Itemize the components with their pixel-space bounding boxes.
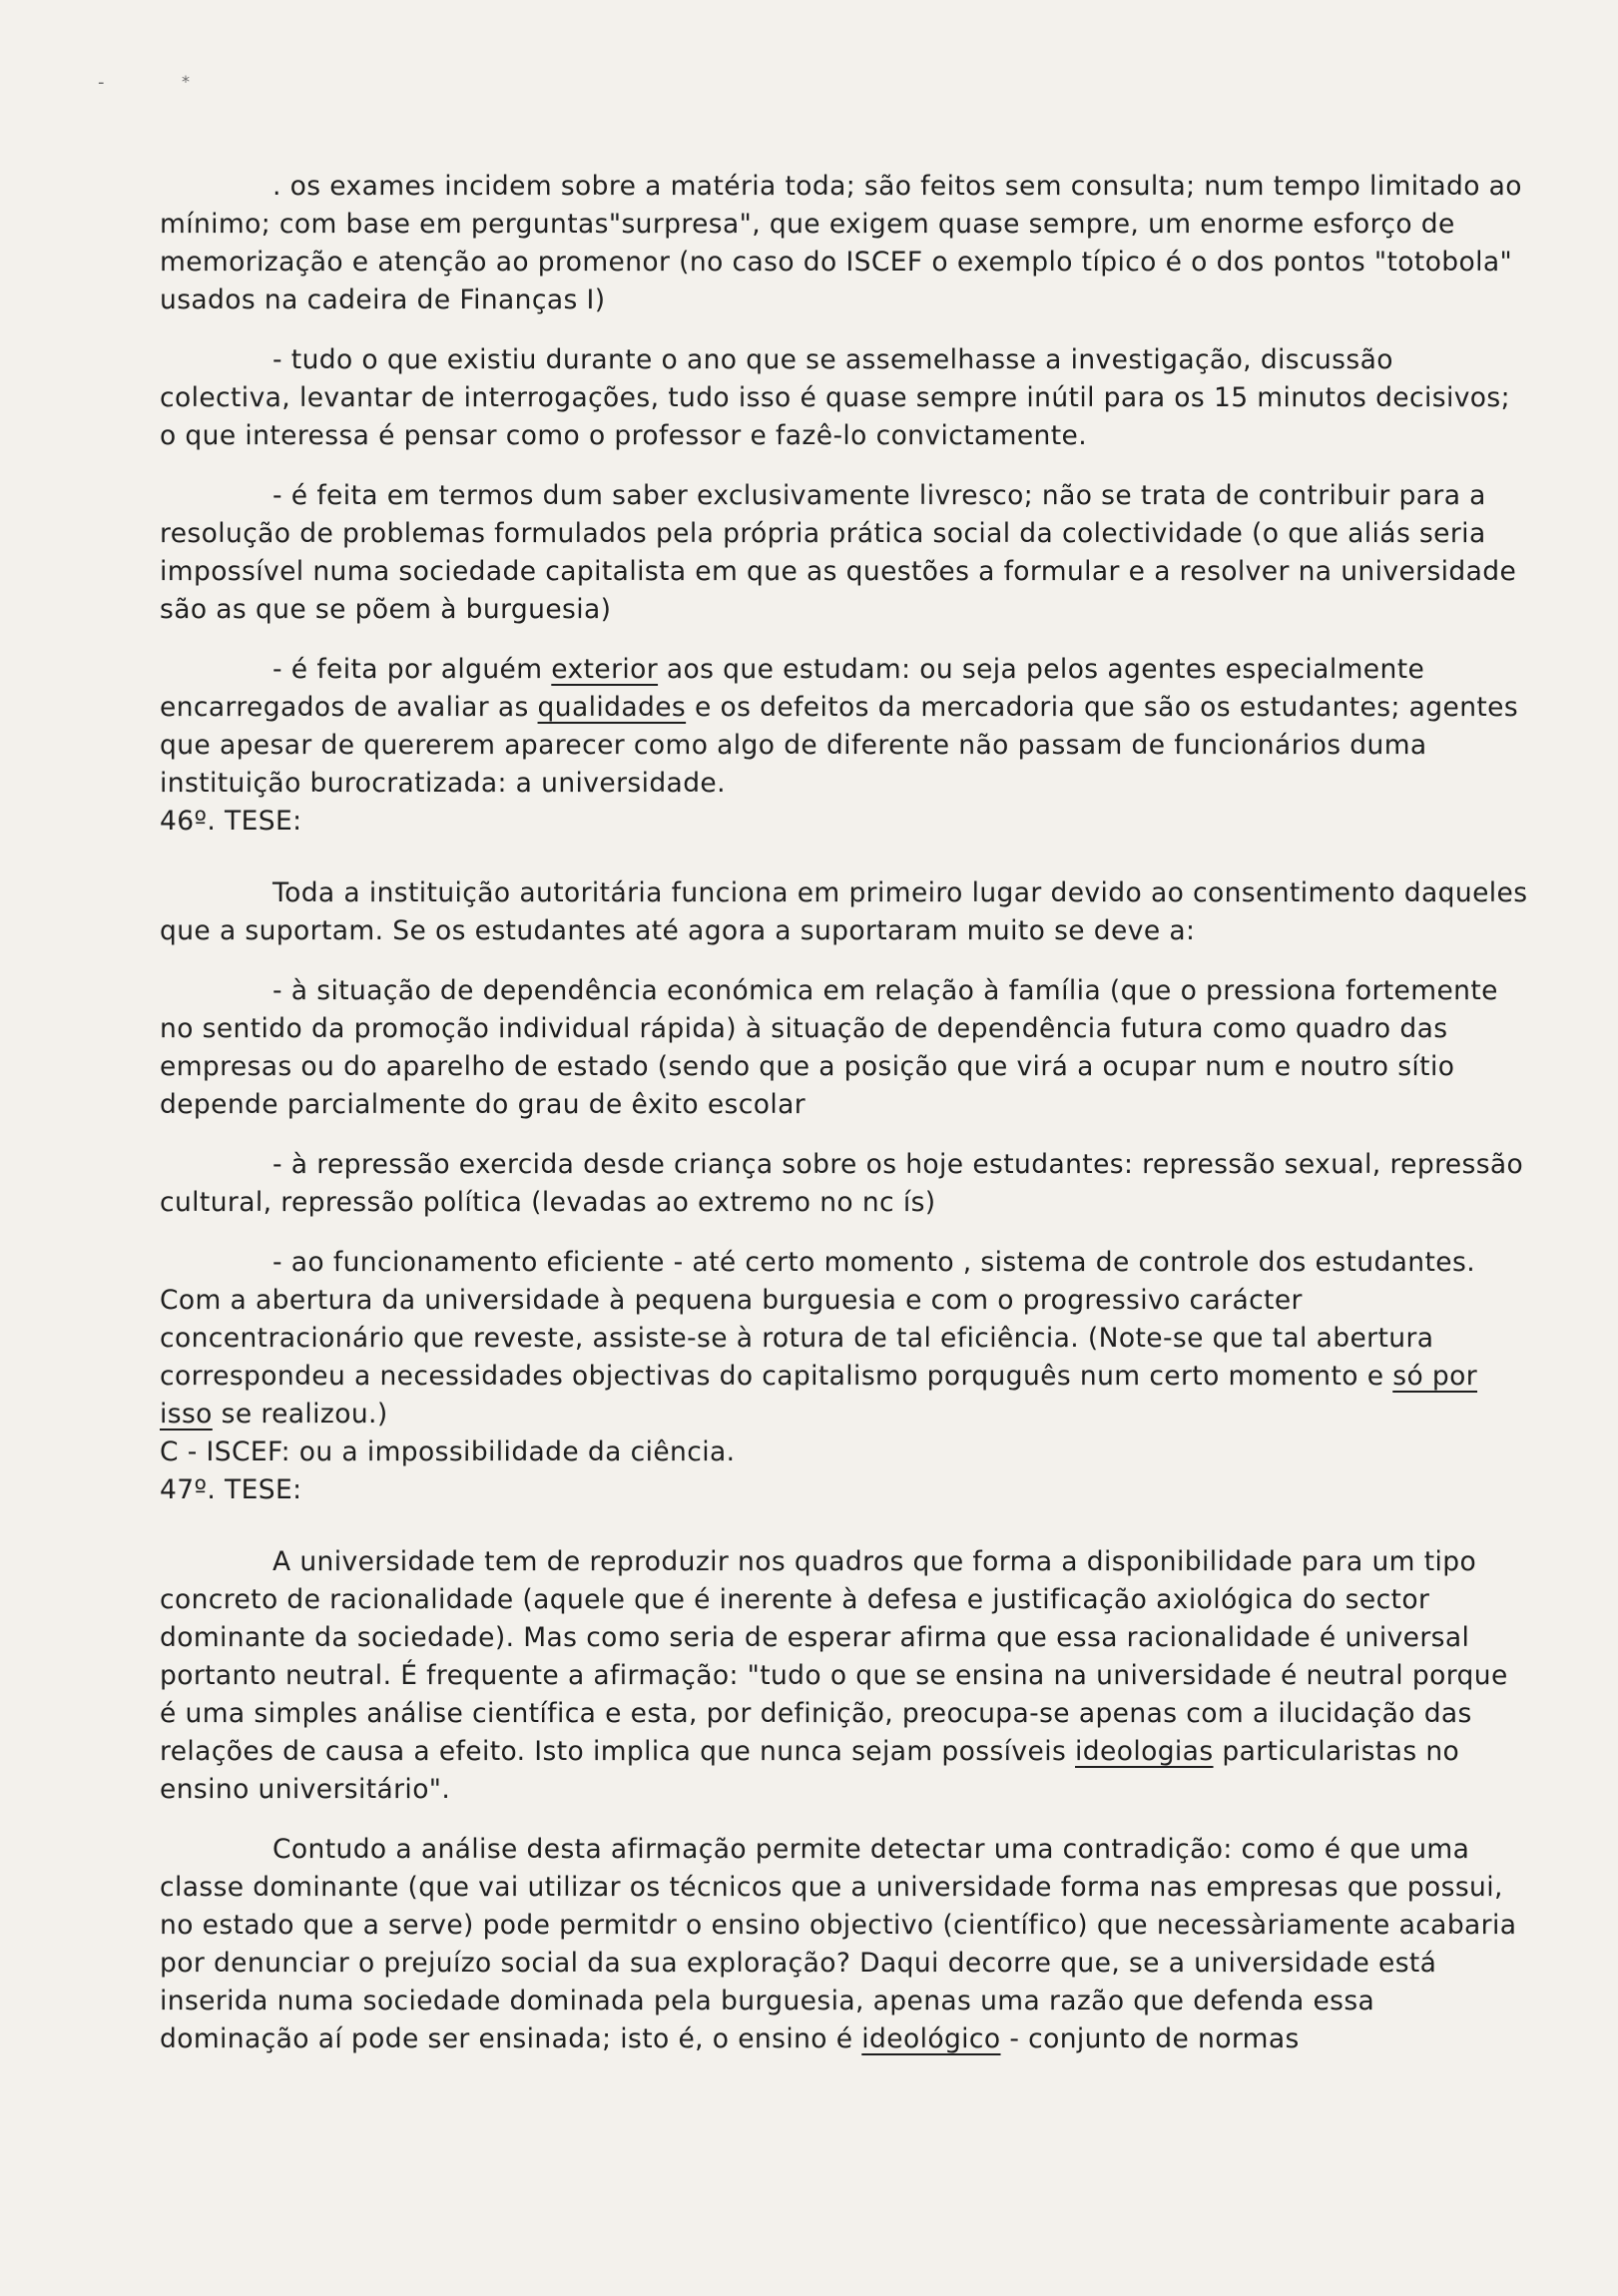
underline-so-por-isso: só por isso (160, 1361, 1478, 1430)
paragraph-contradiction: Contudo a análise desta afirmação permite detectar uma contradição: como é que uma classe dominante (que vai utilizar os técnicos que a universidade forma nas empresas que possui, no estado que a serve) pode permitdr o ensino objectivo (científico) que necessàriamente acabaria por denunciar o prejuízo social da sua exploração? Daqui decorre que, se a universidade está inserida numa sociedade dominada pela burguesia, apenas uma razão que defenda essa dominação aí pode ser ensinada; isto é, o ensino é ideológico - conjunto de normas (160, 1834, 1517, 2054)
paragraph-external-evaluator: - é feita por alguém exterior aos que estudam: ou seja pelos agentes especialmente encarregados de avaliar as qualidades e os defeitos da mercadoria que são os estudantes; agentes que apesar de quererem aparecer como algo de diferente não passam de funcionários duma instituição burocratizada: a universidade. (160, 654, 1519, 799)
paragraph-control-system: - ao funcionamento eficiente - até certo momento , sistema de controle dos estudantes. Com a abertura da universidade à pequena burguesia e com o progressivo carácter concentracionário que reveste, assiste-se à rotura de tal eficiência. (Note-se que tal abertura correspondeu a necessidades objectivas do capitalismo porquguês num certo momento e só por isso se realizou.) (160, 1247, 1478, 1430)
document-body (160, 168, 1529, 2058)
scan-mark-right: * (182, 72, 190, 91)
underline-qualidades: qualidades (537, 692, 687, 723)
underline-ideologico: ideológico (861, 2023, 1001, 2054)
paragraph-repression: - à repressão exercida desde criança sobre os hoje estudantes: repressão sexual, repressão cultural, repressão política (levadas ao extremo no nc ís) (160, 1149, 1524, 1218)
paragraph-rationality: A universidade tem de reproduzir nos quadros que forma a disponibilidade para um tipo concreto de racionalidade (aquele que é inerente à defesa e justificação axiológica do sector dominante da sociedade). Mas como seria de esperar afirma que essa racionalidade é universal portanto neutral. É frequente a afirmação: "tudo o que se ensina na universidade é neutral porque é uma simples análise científica e esta, por definição, preocupa-se apenas com a ilucidação das relações de causa a efeito. Isto implica que nunca sejam possíveis ideologias particularistas no ensino universitário". (160, 1546, 1508, 1805)
underline-exterior: exterior (551, 654, 659, 685)
heading-iscef-science: C - ISCEF: ou a impossibilidade da ciência. (160, 1436, 736, 1467)
paragraph-investigation: - tudo o que existiu durante o ano que se assemelhasse a investigação, discussão colectiva, levantar de interrogações, tudo isso é quase sempre inútil para os 15 minutos decisivos; o que interessa é pensar como o professor e fazê-lo convictamente. (160, 344, 1510, 451)
paragraph-economic-dependence: - à situação de dependência económica em relação à família (que o pressiona fortemente no sentido da promoção individual rápida) à situação de dependência futura como quadro das empresas ou do aparelho de estado (sendo que a posição que virá a ocupar num e noutro sítio depende parcialmente do grau de êxito escolar (160, 975, 1498, 1120)
paragraph-authoritarian-institution: Toda a instituição autoritária funciona em primeiro lugar devido ao consentimento daqueles que a suportam. Se os estudantes até agora a suportaram muito se deve a: (160, 877, 1528, 946)
heading-tese-47: 47º. TESE: (160, 1474, 302, 1505)
underline-ideologias: ideologias (1075, 1736, 1214, 1767)
paragraph-exams: . os exames incidem sobre a matéria toda; são feitos sem consulta; num tempo limitado ao mínimo; com base em perguntas"surpresa", que exigem quase sempre, um enorme esforço de memorização e atenção ao promenor (no caso do ISCEF o exemplo típico é o dos pontos "totobola" usados na cadeira de Finanças I) (160, 171, 1522, 315)
heading-tese-46: 46º. TESE: (160, 806, 302, 837)
paragraph-bookish-knowledge: - é feita em termos dum saber exclusivamente livresco; não se trata de contribuir para a resolução de problemas formulados pela própria prática social da colectividade (o que aliás seria impossível numa sociedade capitalista em que as questões a formular e a resolver na universidade são as que se põem à burguesia) (160, 480, 1517, 625)
scan-mark-left: - (98, 72, 105, 93)
